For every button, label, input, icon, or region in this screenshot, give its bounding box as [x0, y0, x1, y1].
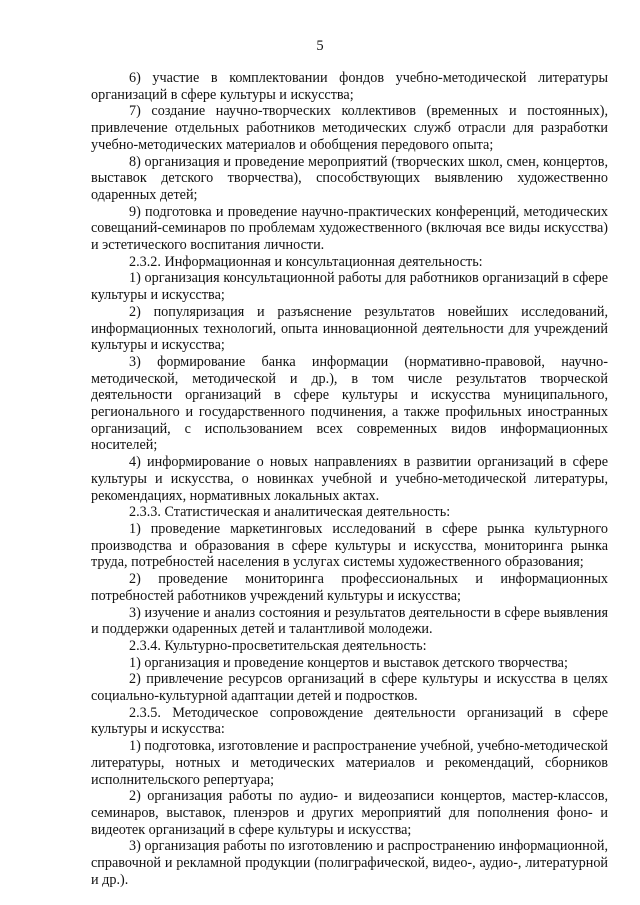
paragraph-2-3-3-item-1: 1) проведение маркетинговых исследований в сфере рынка культурного производства и образования в сфере культуры и искусства, мониторинга рынка труда, потребностей населения в услугах системы художественного образования; — [91, 520, 608, 571]
paragraph-2-3-5-item-3: 3) организация работы по изготовлению и распространению информационной, справочной и рекламной продукции (полиграфической, видео-, аудио-, литературной и др.). — [91, 838, 608, 888]
paragraph-item-7-creative-teams: 7) создание научно-творческих коллективов (временных и постоянных), привлечение отдельных работников методических служб отрасли для разработки учебно-методических материалов и обобщения передового опыта; — [91, 103, 608, 153]
page-number: 5 — [316, 38, 324, 54]
paragraph-item-8-events: 8) организация и проведение мероприятий (творческих школ, смен, концертов, выставок детского творчества), способствующих выявлению художественно одаренных детей; — [91, 153, 608, 203]
paragraph-2-3-4-item-2: 2) привлечение ресурсов организаций в сфере культуры и искусства в целях социально-культурной адаптации детей и подростков. — [91, 671, 608, 705]
paragraph-2-3-2-item-4: 4) информирование о новых направлениях в развитии организаций в сфере культуры и искусства, о новинках учебной и учебно-методической литературы, рекомендациях, нормативных локальных актах. — [91, 454, 608, 504]
section-heading-2-3-2: 2.3.2. Информационная и консультационная деятельность: — [129, 253, 483, 270]
paragraph-2-3-2-item-3: 3) формирование банка информации (нормативно-правовой, научно-методической, методической и др.), в том числе результатов творческой деятельности организаций в сфере культуры и искусства муниципального, регионального и государственного подчинения, а также профильных иностранных организаций, с использованием всех современных видов информационных носителей; — [91, 353, 608, 454]
paragraph-2-3-4-item-1: 1) организация и проведение концертов и выставок детского творчества; — [129, 654, 568, 671]
section-heading-2-3-3: 2.3.3. Статистическая и аналитическая деятельность: — [129, 504, 451, 521]
paragraph-2-3-2-item-2: 2) популяризация и разъяснение результатов новейших исследований, информационных технологий, опыта инновационной деятельности для учреждений культуры и искусства; — [91, 303, 608, 354]
paragraph-2-3-5-item-1: 1) подготовка, изготовление и распространение учебной, учебно-методической литературы, нотных и методических материалов и рекомендаций, сборников исполнительского репертуара; — [91, 738, 608, 788]
paragraph-item-6-fund-acquisition: 6) участие в комплектовании фондов учебно-методической литературы организаций в сфере культуры и искусства; — [91, 70, 608, 103]
paragraph-2-3-5-item-2: 2) организация работы по аудио- и видеозаписи концертов, мастер-классов, семинаров, выставок, пленэров и других мероприятий для пополнения фоно- и видеотек организаций в сфере культуры и искусства; — [91, 788, 608, 838]
paragraph-2-3-3-item-3: 3) изучение и анализ состояния и результатов деятельности в сфере выявления и поддержки одаренных детей и талантливой молодежи. — [91, 604, 608, 638]
paragraph-2-3-2-item-1: 1) организация консультационной работы для работников организаций в сфере культуры и искусства; — [91, 270, 608, 304]
paragraph-item-9-conferences: 9) подготовка и проведение научно-практических конференций, методических совещаний-семинаров по проблемам художественного (включая все виды искусства) и эстетического воспитания личности. — [91, 203, 608, 254]
section-heading-2-3-5: 2.3.5. Методическое сопровождение деятельности организаций в сфере культуры и искусства: — [91, 704, 608, 738]
paragraph-2-3-3-item-2: 2) проведение мониторинга профессиональных и информационных потребностей работников учреждений культуры и искусства; — [91, 571, 608, 604]
document-body — [91, 70, 608, 888]
section-heading-2-3-4: 2.3.4. Культурно-просветительская деятельность: — [129, 637, 427, 654]
